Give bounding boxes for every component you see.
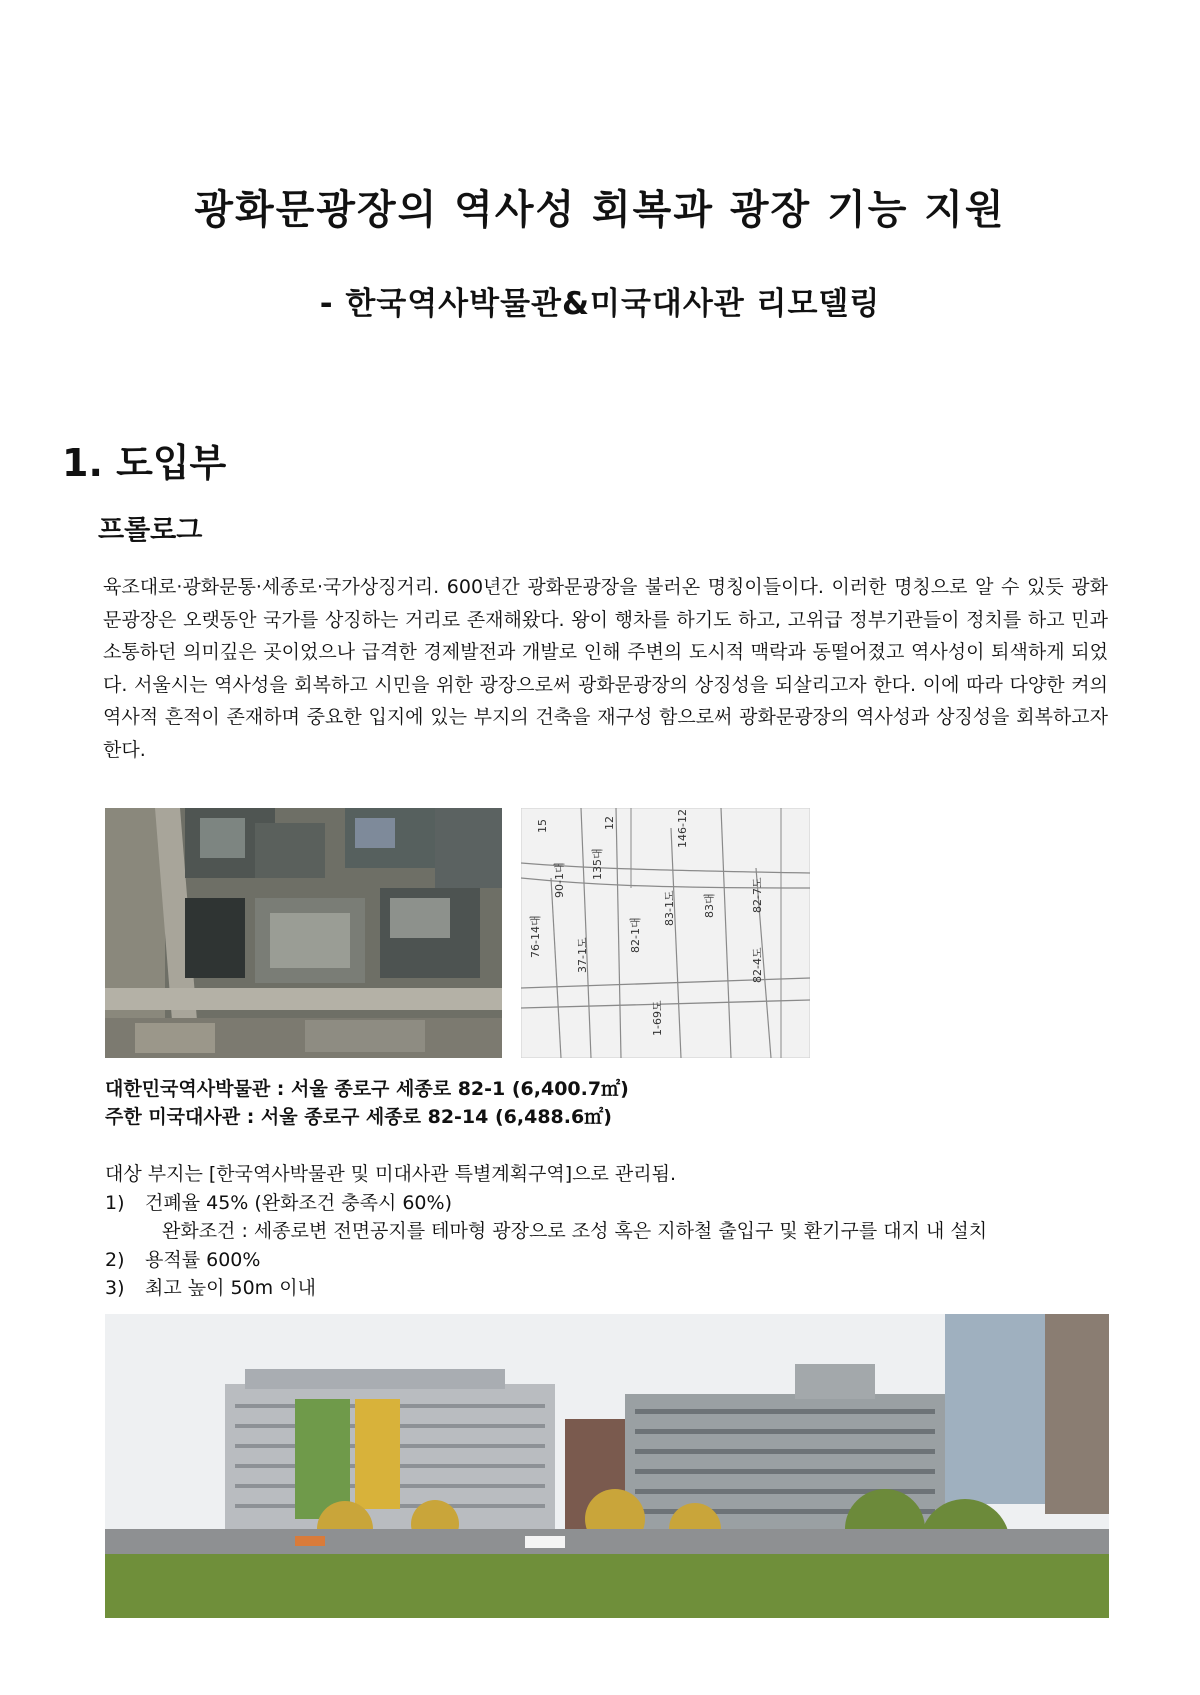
cadastral-map [521, 808, 810, 1058]
regulation-number: 2) [105, 1249, 125, 1271]
map-label: 82-7도 [751, 877, 764, 913]
map-label: 83-1도 [663, 890, 676, 926]
map-label: 76-14대 [529, 915, 542, 958]
map-label: 135대 [591, 848, 604, 880]
document-title: 광화문광장의 역사성 회복과 광장 기능 지원 [194, 187, 1006, 233]
section-heading: 1. 도입부 [62, 441, 227, 485]
regulation-item [105, 1245, 1110, 1272]
map-label: 83대 [703, 893, 716, 918]
site-embassy: 주한 미국대사관 : 서울 종로구 세종로 82-14 (6,488.6㎡) [105, 1106, 612, 1128]
regulation-text: 용적률 600% [145, 1249, 261, 1271]
regulation-item [105, 1273, 1110, 1300]
regulation-item [105, 1188, 1110, 1215]
regulation-intro: 대상 부지는 [한국역사박물관 및 미대사관 특별계획구역]으로 관리됨. [105, 1163, 677, 1185]
map-label: 15 [536, 819, 549, 833]
regulation-number: 1) [105, 1192, 125, 1214]
document-subtitle: - 한국역사박물관&미국대사관 리모델링 [319, 286, 881, 322]
map-label: 12 [603, 816, 616, 830]
map-label: 1-69도 [651, 1000, 664, 1036]
regulation-text: 최고 높이 50m 이내 [145, 1277, 316, 1299]
regulation-text: 건폐율 45% (완화조건 충족시 60%) [145, 1192, 452, 1214]
street-photo [105, 1314, 1109, 1618]
subsection-heading: 프롤로그 [98, 515, 203, 546]
map-label: 82-1대 [629, 917, 642, 953]
map-label: 37-1도 [576, 937, 589, 973]
site-museum: 대한민국역사박물관 : 서울 종로구 세종로 82-1 (6,400.7㎡) [105, 1078, 629, 1100]
map-label: 90-1대 [553, 862, 566, 898]
map-label: 82-4도 [751, 947, 764, 983]
regulation-number: 3) [105, 1277, 125, 1299]
map-label: 146-12 [676, 809, 689, 848]
regulation-relief: 완화조건 : 세종로변 전면공지를 테마형 광장으로 조성 혹은 지하철 출입구 및 환기구를 대지 내 설치 [162, 1220, 988, 1242]
prologue-paragraph: 육조대로·광화문통·세종로·국가상징거리. 600년간 광화문광장을 불러온 명칭이들이다. 이러한 명칭으로 알 수 있듯 광화문광장은 오랫동안 국가를 상징하는 거리로 존재해왔다. 왕이 행차를 하기도 하고, 고위급 정부기관들이 정치를 하고 민과 소통하던 의미깊은 곳이었으나 급격한 경제발전과 개발로 인해 주변의 도시적 맥락과 동떨어졌고 역사성이 퇴색하게 되었다. 서울시는 역사성을 회복하고 시민을 위한 광장으로써 광화문광장의 상징성을 되살리고자 한다. 이에 따라 다양한 켜의 역사적 흔적이 존재하며 중요한 입지에 있는 부지의 건축을 재구성 함으로써 광화문광장의 역사성과 상징성을 회복하고자 한다. [103, 576, 1108, 761]
aerial-photo [105, 808, 502, 1058]
